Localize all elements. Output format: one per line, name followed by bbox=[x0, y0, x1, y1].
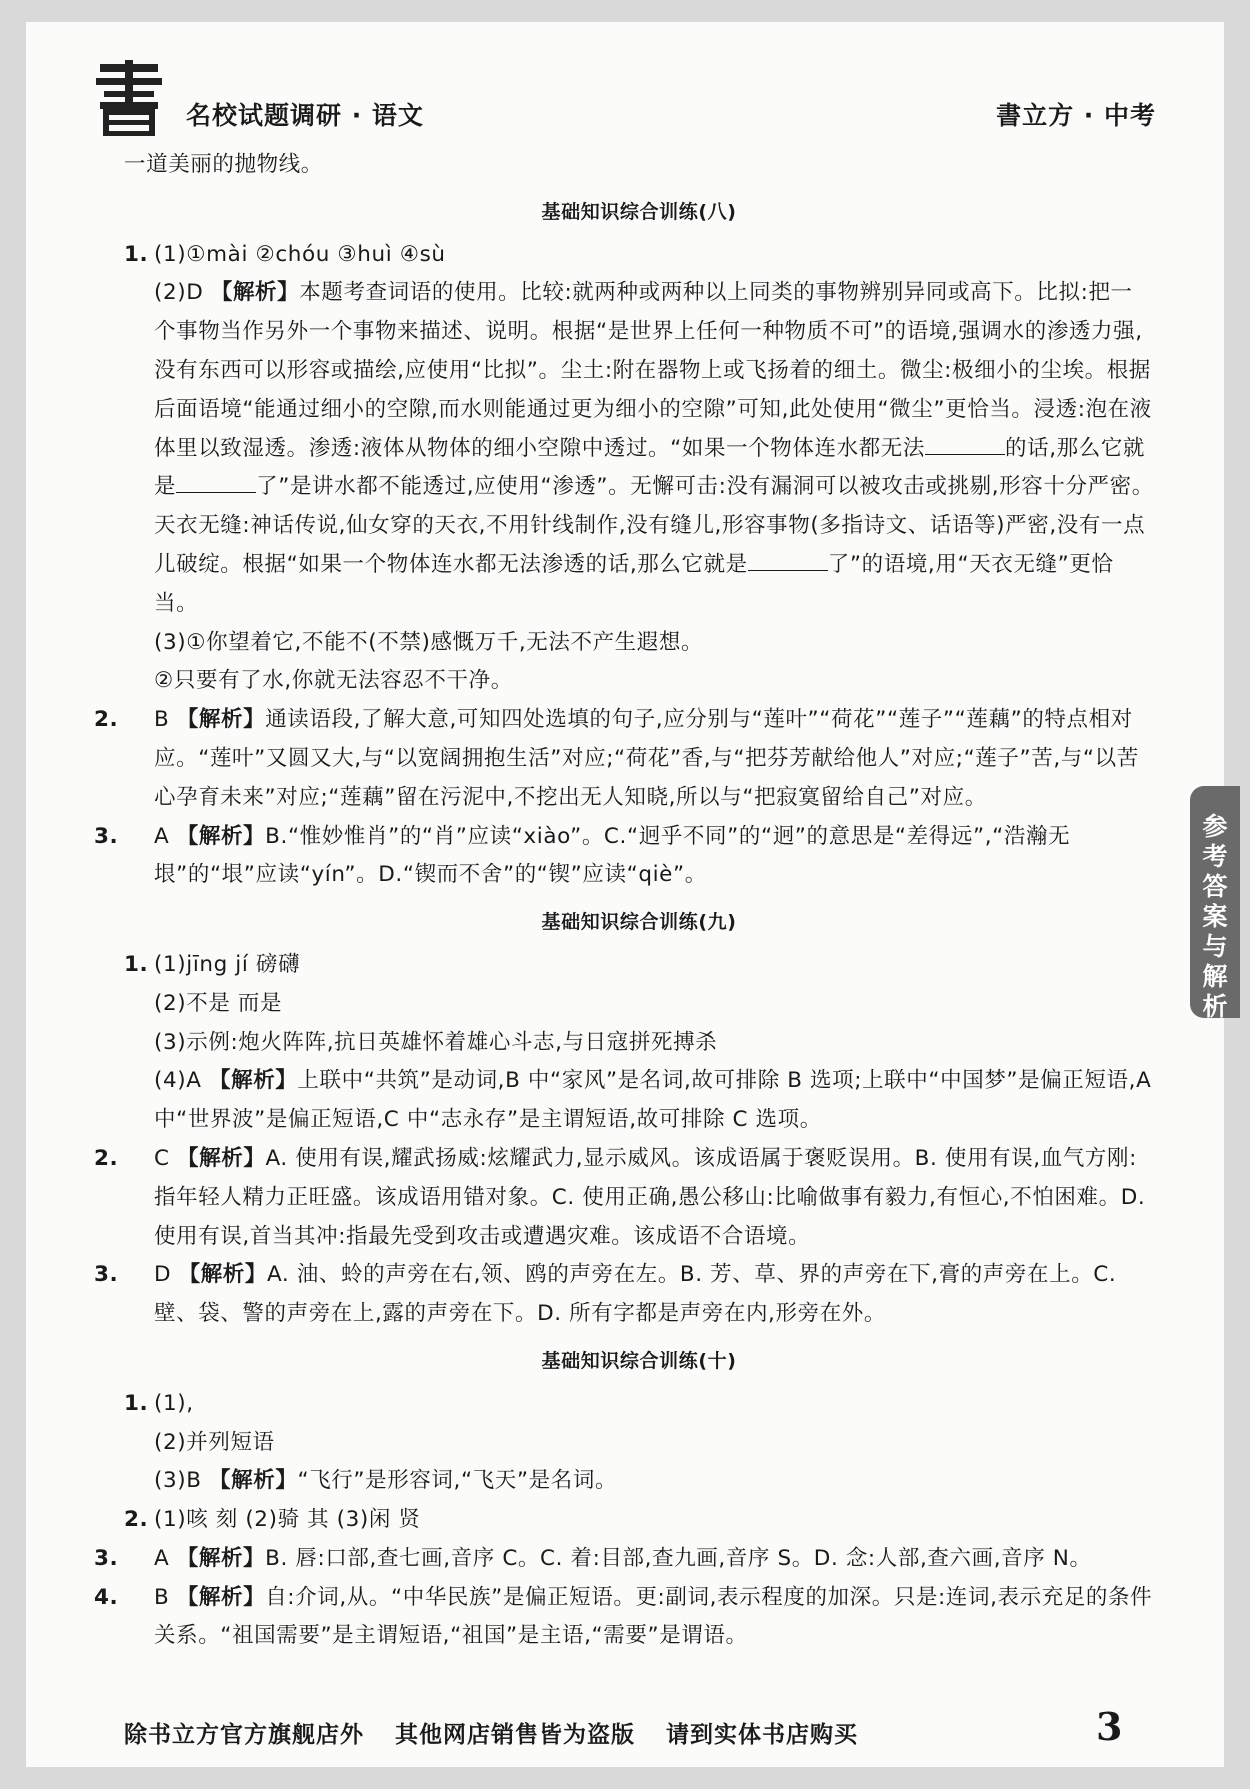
analysis-tag: 【解析】 bbox=[209, 1068, 298, 1094]
answer-text: (1)咳 刻 (2)骑 其 (3)闲 贤 bbox=[154, 1507, 421, 1533]
s8-q1-part3a: (3)①你望着它,不能不(不禁)感慨万千,无法不产生遐想。 bbox=[154, 629, 704, 655]
footer-notice bbox=[124, 1716, 880, 1749]
answer-choice: (2)D bbox=[154, 280, 211, 306]
s9-q1-part3: (3)示例:炮火阵阵,抗日英雄怀着雄心斗志,与日寇拼死搏杀 bbox=[154, 1029, 718, 1055]
s8-q3 bbox=[94, 818, 1154, 896]
answer-choice: A bbox=[154, 823, 177, 849]
q-number: 2. bbox=[124, 1507, 149, 1533]
s9-q1-part4 bbox=[124, 1062, 1154, 1140]
intro-line: 一道美丽的抛物线。 bbox=[124, 152, 323, 177]
s10-q1-part2: (2)并列短语 bbox=[154, 1429, 275, 1455]
s10-q1-part3 bbox=[124, 1462, 1154, 1501]
answer-choice: (3)B bbox=[154, 1468, 210, 1494]
q-number: 3. bbox=[94, 823, 119, 849]
answer-choice: C bbox=[154, 1145, 178, 1171]
footer-notice-3: 请到实体书店购买 bbox=[666, 1722, 859, 1748]
analysis-text: 了”是讲水都不能透过,应使用“渗透”。无懈可击:没有漏洞可以被攻击或挑剔,形容十分严密。天衣无缝:神话传说,仙女穿的天衣,不用针线制作,没有缝儿,形容事物(多指诗文、话语等)严密,没有一点儿破绽。根据“如果一个物体连水都无法渗透的话,那么它就是 bbox=[154, 474, 1154, 577]
analysis-tag: 【解析】 bbox=[176, 823, 266, 849]
q-number: 1. bbox=[124, 1390, 149, 1416]
s9-q2 bbox=[94, 1140, 1154, 1256]
brand-title: 書立方 · 中考 bbox=[996, 101, 1156, 130]
analysis-text: B. 唇:口部,查七画,音序 C。C. 着:目部,查九画,音序 S。D. 念:人部,查六画,音序 N。 bbox=[265, 1545, 1092, 1571]
answer-text: (1)①mài ②chóu ③huì ④sù bbox=[154, 241, 446, 267]
s10-q4 bbox=[94, 1579, 1154, 1657]
side-tab-label bbox=[1190, 812, 1240, 1022]
s9-q1-part2: (2)不是 而是 bbox=[154, 990, 283, 1016]
analysis-text: 自:介词,从。“中华民族”是偏正短语。更:副词,表示程度的加深。只是:连词,表示充足的条件关系。“祖国需要”是主谓短语,“祖国”是主语,“需要”是谓语。 bbox=[154, 1584, 1153, 1649]
footer-notice-1: 除书立方官方旗舰店外 bbox=[124, 1722, 364, 1748]
q-number: 3. bbox=[94, 1545, 119, 1571]
s10-q3 bbox=[94, 1540, 1154, 1579]
analysis-text: A. 油、蛉的声旁在右,领、鸥的声旁在左。B. 芳、草、界的声旁在下,膏的声旁在上。C. 壁、袋、警的声旁在上,露的声旁在下。D. 所有字都是声旁在内,形旁在外。 bbox=[154, 1262, 1117, 1327]
s9-q1-part1 bbox=[124, 946, 1154, 985]
fill-blank bbox=[925, 434, 1005, 455]
analysis-text: 的话,那么它就是 bbox=[154, 435, 1146, 500]
answer-choice: (4)A bbox=[154, 1068, 209, 1094]
answer-choice: D bbox=[154, 1262, 179, 1288]
s8-q1-part3b: ②只要有了水,你就无法容忍不干净。 bbox=[154, 668, 513, 694]
analysis-text: 了”的语境,用“天衣无缝”更恰当。 bbox=[154, 551, 1114, 616]
q-number: 3. bbox=[94, 1262, 119, 1288]
q-number: 1. bbox=[124, 951, 149, 977]
answer-choice: B bbox=[154, 1584, 177, 1610]
analysis-tag: 【解析】 bbox=[177, 1145, 266, 1171]
s10-q2 bbox=[124, 1501, 1154, 1540]
analysis-tag: 【解析】 bbox=[176, 1584, 266, 1610]
section-title-10: 基础知识综合训练(十) bbox=[541, 1349, 737, 1372]
answer-content bbox=[94, 146, 1154, 1656]
s10-q1-part1 bbox=[124, 1385, 1154, 1424]
analysis-text: A. 使用有误,耀武扬威:炫耀武力,显示威风。该成语属于褒贬误用。B. 使用有误,血气方刚:指年轻人精力正旺盛。该成语用错对象。C. 使用正确,愚公移山:比喻做事有毅力,有恒心,不怕困难。D. 使用有误,首当其冲:指最先受到攻击或遭遇灾难。该成语不合语境。 bbox=[154, 1145, 1146, 1249]
analysis-text: “飞行”是形容词,“飞天”是名词。 bbox=[297, 1468, 618, 1494]
analysis-tag: 【解析】 bbox=[178, 1262, 267, 1288]
answer-text: (1), bbox=[154, 1390, 194, 1416]
book-logo-icon bbox=[96, 60, 162, 136]
fill-blank bbox=[748, 550, 828, 571]
footer-notice-2: 其他网店销售皆为盗版 bbox=[395, 1722, 636, 1748]
q-number: 2. bbox=[94, 707, 119, 733]
page-number: 3 bbox=[1096, 1704, 1123, 1749]
answer-choice: B bbox=[154, 707, 177, 733]
analysis-text: 本题考查词语的使用。比较:就两种或两种以上同类的事物辨别异同或高下。比拟:把一个事物当作另外一个事物来描述、说明。根据“是世界上任何一种物质不可”的语境,强调水的渗透力强,没有东西可以形容或描绘,应使用“比拟”。尘土:附在器物上或飞扬着的细土。微尘:极细小的尘埃。根据后面语境“能通过细小的空隙,而水则能通过更为细小的空隙”可知,此处使用“微尘”更恰当。浸透:泡在液体里以致湿透。渗透:液体从物体的细小空隙中透过。“如果一个物体连水都无法 bbox=[154, 280, 1152, 461]
page-sheet bbox=[26, 22, 1228, 1767]
s8-q1-part1 bbox=[124, 236, 1154, 275]
section-title-9: 基础知识综合训练(九) bbox=[541, 911, 737, 934]
fill-blank bbox=[176, 472, 256, 493]
analysis-tag: 【解析】 bbox=[210, 280, 300, 306]
q-number: 1. bbox=[124, 241, 149, 267]
page-header bbox=[96, 60, 1156, 140]
analysis-tag: 【解析】 bbox=[176, 1545, 266, 1571]
s8-q2 bbox=[94, 701, 1154, 817]
section-title-8: 基础知识综合训练(八) bbox=[541, 200, 737, 223]
analysis-tag: 【解析】 bbox=[176, 707, 266, 733]
analysis-text: 通读语段,了解大意,可知四处选填的句子,应分别与“莲叶”“荷花”“莲子”“莲藕”的特点相对应。“莲叶”又圆又大,与“以宽阔拥抱生活”对应;“荷花”香,与“把芬芳献给他人”对应;“莲子”苦,与“以苦心孕育未来”对应;“莲藕”留在污泥中,不挖出无人知晓,所以与“把寂寞留给自己”对应。 bbox=[154, 707, 1139, 810]
answer-text: (1)jīng jí 磅礴 bbox=[154, 951, 301, 977]
analysis-tag: 【解析】 bbox=[209, 1468, 298, 1494]
analysis-text: B.“惟妙惟肖”的“肖”应读“xiào”。C.“迥乎不同”的“迥”的意思是“差得远”,“浩瀚无垠”的“垠”应读“yín”。D.“锲而不舍”的“锲”应读“qiè”。 bbox=[154, 823, 1071, 888]
s9-q3 bbox=[94, 1256, 1154, 1334]
series-title: 名校试题调研 · 语文 bbox=[186, 101, 424, 130]
q-number: 2. bbox=[94, 1145, 119, 1171]
analysis-text: 上联中“共筑”是动词,B 中“家风”是名词,故可排除 B 选项;上联中“中国梦”是偏正短语,A 中“世界波”是偏正短语,C 中“志永存”是主谓短语,故可排除 C 选项。 bbox=[154, 1068, 1152, 1133]
q-number: 4. bbox=[94, 1584, 119, 1610]
answer-choice: A bbox=[154, 1545, 177, 1571]
s8-q1-part2 bbox=[124, 274, 1154, 623]
side-tab-text: 参 考 答 案 与 解 析 bbox=[1202, 812, 1228, 1021]
